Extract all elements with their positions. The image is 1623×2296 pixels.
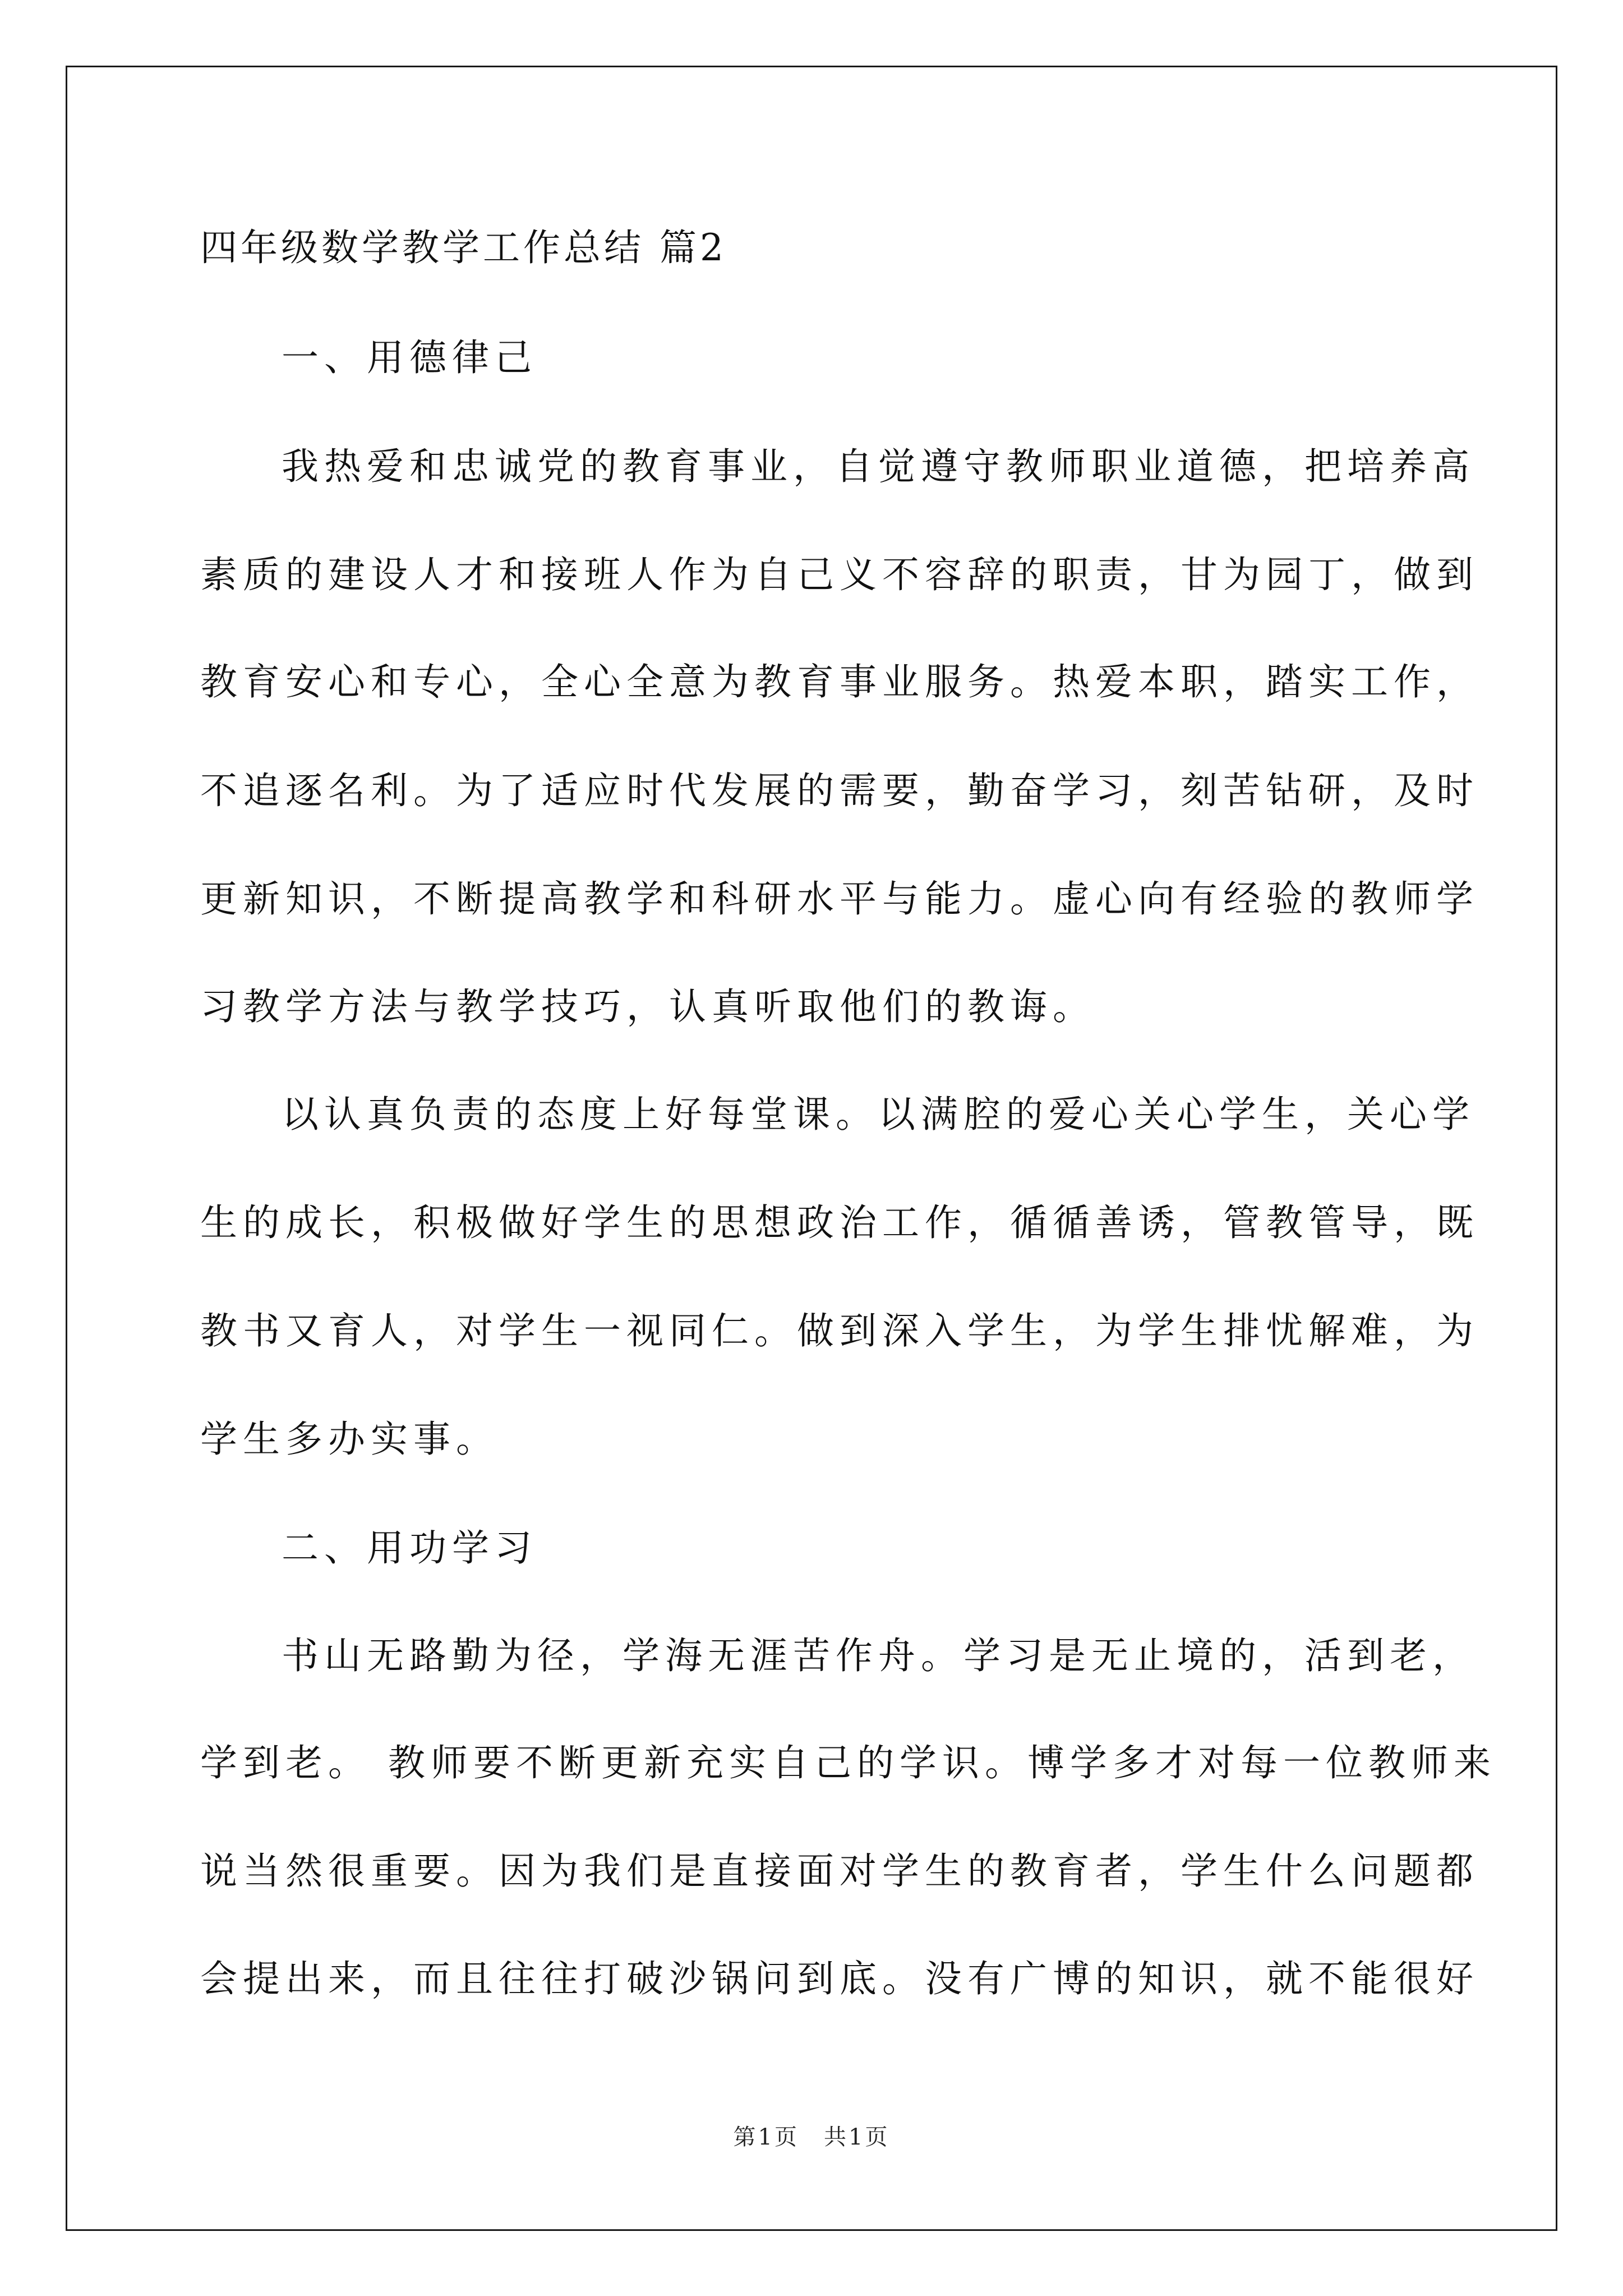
paragraph-line: 书山无路勤为径，学海无涯苦作舟。学习是无止境的，活到老， (282, 1634, 1475, 1677)
document-title: 四年级数学教学工作总结 篇2 (200, 226, 727, 269)
paragraph-line: 教育安心和专心，全心全意为教育事业服务。热爱本职，踏实工作， (200, 660, 1479, 703)
paragraph-line: 不追逐名利。为了适应时代发展的需要，勤奋学习，刻苦钻研，及时 (200, 769, 1479, 812)
section-heading: 二、用功学习 (282, 1526, 537, 1570)
paragraph-line: 我热爱和忠诚党的教育事业，自觉遵守教师职业道德，把培养高 (282, 445, 1475, 488)
paragraph-line: 更新知识，不断提高教学和科研水平与能力。虚心向有经验的教师学 (200, 877, 1479, 921)
paragraph-line: 说当然很重要。因为我们是直接面对学生的教育者，学生什么问题都 (200, 1849, 1479, 1893)
paragraph-line: 教书又育人，对学生一视同仁。做到深入学生，为学生排忧解难，为 (200, 1309, 1479, 1352)
page-border (66, 66, 1557, 2231)
paragraph-line: 习教学方法与教学技巧，认真听取他们的教诲。 (200, 985, 1095, 1028)
paragraph-line: 素质的建设人才和接班人作为自己义不容辞的职责，甘为园丁，做到 (200, 553, 1479, 596)
page-number-footer: 第1页 共1页 (733, 2124, 890, 2150)
paragraph-line: 学生多办实事。 (200, 1418, 499, 1461)
paragraph-line: 会提出来，而且往往打破沙锅问到底。没有广博的知识，就不能很好 (200, 1957, 1479, 2000)
paragraph-line: 学到老。 教师要不断更新充实自己的学识。博学多才对每一位教师来 (200, 1741, 1496, 1784)
paragraph-line: 以认真负责的态度上好每堂课。以满腔的爱心关心学生，关心学 (282, 1093, 1475, 1136)
paragraph-line: 生的成长，积极做好学生的思想政治工作，循循善诱，管教管导，既 (200, 1201, 1479, 1244)
section-heading: 一、用德律己 (282, 336, 537, 379)
